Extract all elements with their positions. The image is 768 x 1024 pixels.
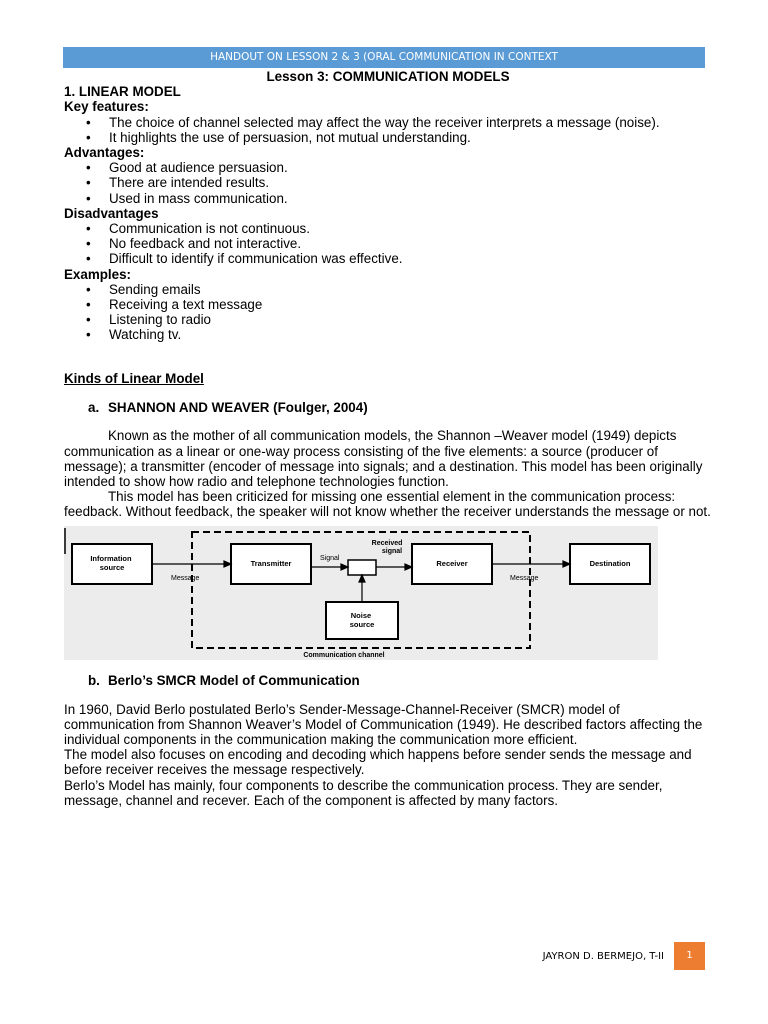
- footer-author: JAYRON D. BERMEJO, T-II: [542, 951, 664, 962]
- svg-text:Transmitter: Transmitter: [250, 558, 292, 568]
- list-item: • The choice of channel selected may affect the way the receiver interprets a message (noise).: [64, 115, 712, 130]
- document-body: [64, 69, 712, 808]
- advantages-heading: Advantages:: [64, 145, 145, 161]
- key-features-list: [64, 115, 712, 145]
- subsection-b-title: b. Berlo’s SMCR Model of Communication: [88, 673, 360, 689]
- examples-list: [64, 282, 712, 343]
- paragraph: The model also focuses on encoding and decoding which happens before sender sends the message and before receiver receives the message respectively.: [64, 747, 692, 778]
- lesson-title: Lesson 3: COMMUNICATION MODELS: [266, 69, 510, 84]
- list-item: • Communication is not continuous.: [64, 221, 712, 236]
- shannon-weaver-diagram: [64, 526, 658, 660]
- key-features-heading: Key features:: [64, 99, 149, 115]
- paragraph: This model has been criticized for missing one essential element in the communication process: feedback. Without feedback, the speaker will not know whether the receiver understands the message or not.: [64, 489, 711, 520]
- paragraph: Berlo’s Model has mainly, four components to describe the communication process. They are sender, message, channel and recever. Each of the component is affected by many factors.: [64, 777, 663, 808]
- kinds-heading: Kinds of Linear Model: [64, 371, 204, 387]
- list-item: • Difficult to identify if communication was effective.: [64, 251, 712, 266]
- list-item: • Sending emails: [64, 282, 712, 297]
- list-item: • Watching tv.: [64, 327, 712, 342]
- list-item: • Used in mass communication.: [64, 191, 712, 206]
- disadvantages-heading: Disadvantages: [64, 205, 159, 221]
- svg-text:Receiver: Receiver: [436, 558, 468, 568]
- svg-text:Received signal: Received signal: [371, 539, 403, 555]
- svg-text:Communication channel: Communication channel: [303, 651, 385, 659]
- disadvantages-list: [64, 221, 712, 267]
- page-number-badge: 1: [674, 942, 705, 970]
- section-title: 1. LINEAR MODEL: [64, 84, 181, 100]
- header-bar: HANDOUT ON LESSON 2 & 3 (ORAL COMMUNICATION IN CONTEXT: [63, 47, 705, 68]
- paragraph: Known as the mother of all communication models, the Shannon –Weaver model (1949) depicts communication as a linear or one-way process consisting of the five elements: a source (producer of message); a transmitter (encoder of message into signals; and a destination. This model has been originally intended to show how radio and telephone technologies function.: [64, 428, 703, 490]
- svg-text:Destination: Destination: [589, 558, 631, 568]
- list-item: • It highlights the use of persuasion, not mutual understanding.: [64, 130, 712, 145]
- svg-text:Information source: Information source: [90, 553, 132, 572]
- subsection-a-title: a. SHANNON AND WEAVER (Foulger, 2004): [88, 399, 368, 415]
- examples-heading: Examples:: [64, 266, 131, 282]
- svg-text:Message: Message: [171, 574, 200, 582]
- svg-text:Signal: Signal: [320, 554, 340, 562]
- signal-box: [348, 560, 376, 575]
- paragraph: In 1960, David Berlo postulated Berlo’s Sender-Message-Channel-Receiver (SMCR) model of communication from Shannon Weaver’s Model of Communication (1949). He described factors affecting the individual components in the communication making the communication more efficient.: [64, 701, 703, 748]
- list-item: • Receiving a text message: [64, 297, 712, 312]
- svg-text:Noise source: Noise source: [349, 610, 375, 629]
- list-item: • There are intended results.: [64, 175, 712, 190]
- svg-text:Message: Message: [510, 574, 539, 582]
- list-item: • No feedback and not interactive.: [64, 236, 712, 251]
- list-item: • Good at audience persuasion.: [64, 160, 712, 175]
- list-item: • Listening to radio: [64, 312, 712, 327]
- advantages-list: [64, 160, 712, 206]
